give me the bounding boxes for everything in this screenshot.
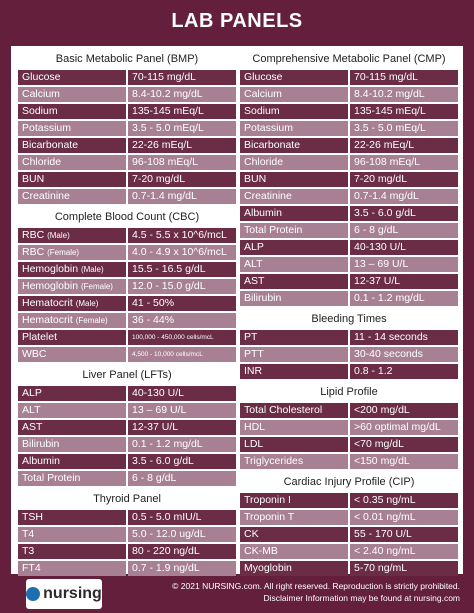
test-name-label: Glucose: [244, 71, 283, 83]
test-value: 3.5 - 5.0 mEq/L: [128, 121, 236, 136]
copyright-text: © 2021 NURSING.com. All right reserved. Reproduction is strictly prohibited.: [172, 581, 460, 591]
test-value: 12-37 U/L: [128, 420, 236, 435]
test-name: [240, 274, 348, 289]
table-row: [18, 386, 236, 401]
lft-rows: [18, 386, 236, 486]
table-row: [18, 347, 236, 362]
bleeding-panel: [240, 312, 458, 379]
test-value: 13 – 69 U/L: [128, 403, 236, 418]
test-name: [18, 420, 126, 435]
table-row: [18, 471, 236, 486]
test-name-label: Bilirubin: [22, 438, 60, 450]
test-value: 3.5 - 5.0 mEq/L: [350, 121, 458, 136]
table-row: [240, 138, 458, 153]
lipid-rows: [240, 403, 458, 469]
table-row: [18, 510, 236, 525]
table-row: [240, 544, 458, 559]
test-name-label: Sodium: [22, 105, 58, 117]
table-row: [18, 313, 236, 328]
test-name-label: CK-MB: [244, 545, 278, 557]
test-name-label: Total Protein: [244, 224, 303, 236]
lipid-title: Lipid Profile: [320, 386, 378, 398]
test-name: [18, 403, 126, 418]
test-value: 3.5 - 6.0 g/dL: [350, 206, 458, 221]
test-value: 0.7-1.4 mg/dL: [350, 189, 458, 204]
test-name-label: Hemoglobin: [22, 280, 79, 292]
test-value: 12.0 - 15.0 g/dL: [128, 279, 236, 294]
test-name-label: PTT: [244, 348, 264, 360]
thyroid-rows: [18, 510, 236, 576]
test-name: [18, 155, 126, 170]
logo-text: nursing: [43, 585, 102, 602]
test-name-label: WBC: [22, 348, 47, 360]
bmp-rows: [18, 70, 236, 204]
thyroid-title: Thyroid Panel: [93, 493, 161, 505]
test-name-label: Sodium: [244, 105, 280, 117]
cmp-title: Comprehensive Metabolic Panel (CMP): [252, 53, 446, 65]
test-name: [240, 544, 348, 559]
test-name-label: Triglycerides: [244, 455, 304, 467]
cardiac-title: Cardiac Injury Profile (CIP): [283, 476, 415, 488]
test-name-label: T3: [22, 545, 35, 557]
test-name: [240, 527, 348, 542]
test-value: 36 - 44%: [128, 313, 236, 328]
lab-panels-sheet: [11, 46, 463, 574]
test-value: 0.7 - 1.9 ng/dL: [128, 561, 236, 576]
table-row: [18, 330, 236, 345]
test-name-label: Troponin T: [244, 511, 295, 523]
test-name: [240, 454, 348, 469]
table-row: [18, 262, 236, 277]
test-qualifier: (Female): [75, 316, 108, 325]
test-name: [240, 206, 348, 221]
disclaimer-text: Disclaimer Information may be found at nursing.com: [263, 593, 460, 603]
table-row: [18, 454, 236, 469]
test-name-label: HDL: [244, 421, 266, 433]
test-name: [18, 70, 126, 85]
test-name-label: ALP: [244, 241, 264, 253]
test-value: 5-70 ng/mL: [350, 561, 458, 576]
bmp-title: Basic Metabolic Panel (BMP): [55, 53, 199, 65]
lft-panel: [18, 368, 236, 486]
test-value: 135-145 mEq/L: [128, 104, 236, 119]
test-name: [240, 330, 348, 345]
test-value: 22-26 mEq/L: [128, 138, 236, 153]
test-name: [240, 257, 348, 272]
footer-text: [130, 580, 460, 604]
test-value: 30-40 seconds: [350, 347, 458, 362]
test-value: <200 mg/dL: [350, 403, 458, 418]
test-value: 40-130 U/L: [128, 386, 236, 401]
test-name-label: Myoglobin: [244, 562, 292, 574]
test-name-label: Total Cholesterol: [244, 404, 323, 416]
test-name: [240, 104, 348, 119]
test-name: [240, 291, 348, 306]
test-value: 5.0 - 12.0 ug/dL: [128, 527, 236, 542]
table-row: [240, 454, 458, 469]
test-name: [18, 313, 126, 328]
test-name: [18, 262, 126, 277]
table-row: [18, 189, 236, 204]
test-name: [240, 172, 348, 187]
test-name: [18, 347, 126, 362]
test-name-label: BUN: [244, 173, 267, 185]
test-name: [18, 454, 126, 469]
test-name-label: Total Protein: [22, 472, 81, 484]
test-value: 40-130 U/L: [350, 240, 458, 255]
table-row: [18, 403, 236, 418]
bleeding-rows: [240, 330, 458, 379]
test-name-label: Bicarbonate: [244, 139, 301, 151]
table-row: [240, 437, 458, 452]
test-value: 4,500 - 10,000 cells/mcL: [128, 347, 236, 362]
test-name: [240, 240, 348, 255]
test-value: 96-108 mEq/L: [350, 155, 458, 170]
test-name-label: T4: [22, 528, 35, 540]
test-value: 135-145 mEq/L: [350, 104, 458, 119]
test-name-label: TSH: [22, 511, 43, 523]
test-value: < 0.01 ng/mL: [350, 510, 458, 525]
test-name: [240, 403, 348, 418]
test-value: 12-37 U/L: [350, 274, 458, 289]
test-value: 15.5 - 16.5 g/dL: [128, 262, 236, 277]
table-row: [240, 172, 458, 187]
cbc-title: Complete Blood Count (CBC): [54, 211, 200, 223]
table-row: [240, 104, 458, 119]
table-row: [240, 155, 458, 170]
test-qualifier: (Female): [80, 282, 113, 291]
test-name-label: Creatinine: [244, 190, 292, 202]
test-name: [18, 386, 126, 401]
table-row: [18, 245, 236, 260]
test-name: [18, 437, 126, 452]
test-name: [18, 330, 126, 345]
test-name: [18, 87, 126, 102]
bmp-panel: [18, 52, 236, 204]
test-value: 41 - 50%: [128, 296, 236, 311]
test-name-label: ALP: [22, 387, 42, 399]
test-name-label: Troponin I: [244, 494, 291, 506]
test-name: [240, 347, 348, 362]
table-row: [18, 138, 236, 153]
test-name: [18, 228, 126, 243]
test-value: 0.8 - 1.2: [350, 364, 458, 379]
table-row: [240, 257, 458, 272]
lft-title: Liver Panel (LFTs): [82, 369, 172, 381]
test-name-label: Platelet: [22, 331, 58, 343]
table-row: [18, 437, 236, 452]
page-title: LAB PANELS: [171, 10, 303, 32]
test-qualifier: (Male): [47, 231, 70, 240]
test-name-label: Potassium: [22, 122, 72, 134]
table-row: [18, 70, 236, 85]
table-row: [18, 527, 236, 542]
test-name-label: LDL: [244, 438, 264, 450]
test-name: [18, 527, 126, 542]
table-row: [240, 347, 458, 362]
test-name-label: ALT: [244, 258, 263, 270]
test-value: 4.0 - 4.9 x 10^6/mcL: [128, 245, 236, 260]
test-name: [18, 104, 126, 119]
test-value: 6 - 8 g/dL: [128, 471, 236, 486]
table-row: [18, 121, 236, 136]
footer: [0, 574, 474, 613]
cbc-panel: [18, 210, 236, 362]
test-name: [18, 279, 126, 294]
test-name-label: ALT: [22, 404, 41, 416]
table-row: [18, 544, 236, 559]
test-value: < 2.40 ng/mL: [350, 544, 458, 559]
test-name: [240, 189, 348, 204]
test-name-label: Hematocrit: [22, 297, 73, 309]
test-name: [18, 471, 126, 486]
test-name: [18, 544, 126, 559]
table-row: [18, 104, 236, 119]
table-row: [240, 274, 458, 289]
test-name-label: Albumin: [22, 455, 60, 467]
test-name-label: Bilirubin: [244, 292, 282, 304]
test-name-label: Calcium: [244, 88, 282, 100]
test-name: [240, 155, 348, 170]
test-value: 22-26 mEq/L: [350, 138, 458, 153]
table-row: [18, 296, 236, 311]
test-value: 4.5 - 5.5 x 10^6/mcL: [128, 228, 236, 243]
test-name-label: Chloride: [22, 156, 62, 168]
table-row: [18, 420, 236, 435]
test-name: [18, 245, 126, 260]
right-column: [240, 46, 458, 576]
test-value: 70-115 mg/dL: [350, 70, 458, 85]
test-qualifier: (Male): [75, 299, 99, 308]
table-row: [240, 527, 458, 542]
cardiac-rows: [240, 493, 458, 576]
table-row: [240, 206, 458, 221]
test-qualifier: (Female): [47, 248, 80, 257]
cardiac-panel: [240, 475, 458, 576]
test-name: [240, 138, 348, 153]
test-value: 13 – 69 U/L: [350, 257, 458, 272]
cmp-panel: [240, 52, 458, 306]
table-row: [240, 493, 458, 508]
left-column: [18, 46, 236, 576]
test-name-label: Calcium: [22, 88, 60, 100]
test-name-label: BUN: [22, 173, 45, 185]
test-value: 0.1 - 1.2 mg/dL: [128, 437, 236, 452]
test-name-label: Potassium: [244, 122, 294, 134]
table-row: [240, 291, 458, 306]
test-value: 80 - 220 ng/dL: [128, 544, 236, 559]
test-value: 100,000 - 450,000 cells/mcL: [128, 330, 236, 345]
nursing-logo-icon: [26, 587, 40, 601]
table-row: [240, 87, 458, 102]
test-name: [240, 437, 348, 452]
test-name-label: CK: [244, 528, 259, 540]
test-value: <150 mg/dL: [350, 454, 458, 469]
test-value: 96-108 mEq/L: [128, 155, 236, 170]
nursing-logo: [26, 579, 102, 609]
test-name-label: Creatinine: [22, 190, 70, 202]
table-row: [240, 420, 458, 435]
test-name: [240, 493, 348, 508]
test-value: >60 optimal mg/dL: [350, 420, 458, 435]
test-value: 55 - 170 U/L: [350, 527, 458, 542]
table-row: [240, 189, 458, 204]
test-name-label: AST: [22, 421, 43, 433]
test-value: 70-115 mg/dL: [128, 70, 236, 85]
test-name-label: Chloride: [244, 156, 284, 168]
test-name-label: AST: [244, 275, 265, 287]
test-name: [18, 296, 126, 311]
test-value: 3.5 - 6.0 g/dL: [128, 454, 236, 469]
test-name: [18, 138, 126, 153]
table-row: [240, 510, 458, 525]
test-value: 0.5 - 5.0 mIU/L: [128, 510, 236, 525]
test-name: [18, 172, 126, 187]
test-name: [240, 420, 348, 435]
table-row: [240, 240, 458, 255]
bleeding-title: Bleeding Times: [311, 313, 387, 325]
test-value: <70 mg/dL: [350, 437, 458, 452]
table-row: [240, 70, 458, 85]
test-name: [240, 223, 348, 238]
table-row: [240, 223, 458, 238]
test-value: 8.4-10.2 mg/dL: [350, 87, 458, 102]
test-name: [240, 70, 348, 85]
test-name: [240, 510, 348, 525]
table-row: [18, 228, 236, 243]
test-name-label: FT4: [22, 562, 41, 574]
test-name-label: Glucose: [22, 71, 61, 83]
test-name-label: RBC: [22, 229, 45, 241]
test-name: [18, 510, 126, 525]
test-value: 7-20 mg/dL: [350, 172, 458, 187]
test-name-label: PT: [244, 331, 258, 343]
table-row: [18, 279, 236, 294]
cmp-rows: [240, 70, 458, 306]
test-name-label: Albumin: [244, 207, 282, 219]
table-row: [240, 121, 458, 136]
test-value: 7-20 mg/dL: [128, 172, 236, 187]
test-value: 0.1 - 1.2 mg/dL: [350, 291, 458, 306]
test-name-label: INR: [244, 365, 263, 377]
table-row: [18, 87, 236, 102]
table-row: [240, 330, 458, 345]
table-row: [18, 155, 236, 170]
test-value: 11 - 14 seconds: [350, 330, 458, 345]
test-qualifier: (Male): [80, 265, 104, 274]
test-name-label: RBC: [22, 246, 45, 258]
test-value: 6 - 8 g/dL: [350, 223, 458, 238]
test-name-label: Hemoglobin: [22, 263, 79, 275]
test-name: [240, 121, 348, 136]
table-row: [240, 364, 458, 379]
table-row: [240, 403, 458, 418]
test-value: 8.4-10.2 mg/dL: [128, 87, 236, 102]
test-name: [240, 364, 348, 379]
cbc-rows: [18, 228, 236, 362]
lipid-panel: [240, 385, 458, 469]
test-name: [18, 121, 126, 136]
test-value: 0.7-1.4 mg/dL: [128, 189, 236, 204]
thyroid-panel: [18, 492, 236, 576]
test-name-label: Hematocrit: [22, 314, 73, 326]
test-name: [240, 87, 348, 102]
test-name-label: Bicarbonate: [22, 139, 79, 151]
table-row: [18, 172, 236, 187]
test-name: [18, 189, 126, 204]
test-value: < 0.35 ng/mL: [350, 493, 458, 508]
